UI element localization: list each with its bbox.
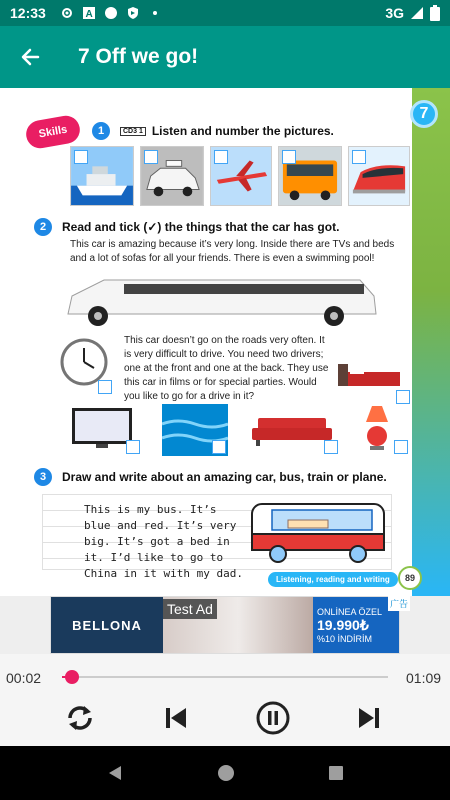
page-number: 89 (398, 566, 422, 590)
exercise-3-number: 3 (34, 468, 52, 486)
previous-button[interactable] (156, 698, 196, 738)
duration-time: 01:09 (406, 670, 442, 686)
skills-badge: Skills (24, 114, 82, 151)
pause-button[interactable] (253, 698, 293, 738)
picture-3-checkbox[interactable] (214, 150, 228, 164)
signal-icon (410, 6, 424, 20)
ad-promo-price: 19.990₺ (317, 616, 369, 633)
skills-footer-label: Listening, reading and writing (268, 572, 398, 587)
seek-bar[interactable] (62, 676, 388, 678)
tv-picture (70, 406, 134, 450)
circle-icon (104, 6, 118, 20)
repeat-button[interactable] (60, 698, 100, 738)
dot-icon (148, 6, 162, 20)
exercise-2-text-1: This car is amazing because it’s very long. Inside there are TVs and beds and a lot of sofas for all your friends. There is even a swimming pool! (70, 239, 395, 264)
skip-next-icon (355, 704, 383, 732)
sofa-picture (250, 414, 334, 448)
nav-home-icon[interactable] (217, 764, 235, 782)
ad-promo-line: ONLİNEA ÖZEL (317, 606, 383, 617)
svg-text:A: A (85, 9, 93, 20)
clock-picture (60, 338, 108, 386)
exercise-2-text-2: This car doesn’t go on the roads very often. It is very difficult to drive. You need two drivers; one at the front and one at the back. They use this car in films or for special parties. Would you like to go for a drive in it? (124, 335, 329, 402)
handwritten-text: This is my bus. It’s blue and red. It’s very big. It’s got a bed in it. I’d like to go to China in it with my dad. (84, 503, 243, 580)
ad-promo (313, 597, 399, 653)
bed-picture (336, 358, 402, 392)
exercise-3-heading (34, 468, 387, 486)
status-bar (0, 0, 450, 26)
picture-1-checkbox[interactable] (74, 150, 88, 164)
network-type: 3G (385, 5, 404, 21)
cd-track-label: CD3 1 (120, 127, 146, 136)
exercise-1-heading (92, 122, 334, 140)
clock-checkbox[interactable] (98, 380, 112, 394)
ad-promo-discount: %10 İNDİRİM (317, 633, 373, 644)
font-icon (82, 6, 96, 20)
page-title: 7 Off we go! (78, 45, 199, 68)
book-page[interactable] (0, 88, 450, 596)
limousine-picture (64, 272, 380, 330)
bed-checkbox[interactable] (396, 390, 410, 404)
sofa-checkbox[interactable] (324, 440, 338, 454)
ad-image (163, 597, 313, 653)
arrow-left-icon (20, 47, 40, 67)
bus-drawing (248, 500, 388, 566)
unit-badge: 7 (410, 100, 438, 128)
exercise-2-number: 2 (34, 218, 52, 236)
skip-previous-icon (162, 704, 190, 732)
tv-checkbox[interactable] (126, 440, 140, 454)
seek-thumb[interactable] (65, 670, 79, 684)
repeat-icon (62, 700, 98, 736)
ad-banner[interactable] (50, 596, 400, 654)
nav-back-icon[interactable] (106, 764, 124, 782)
ad-brand: BELLONA (51, 597, 163, 653)
lamp-picture (360, 404, 394, 452)
ad-area (0, 596, 450, 654)
ad-test-label: Test Ad (163, 599, 217, 619)
exercise-2-heading (34, 218, 339, 236)
elapsed-time: 00:02 (6, 670, 42, 686)
picture-5-checkbox[interactable] (352, 150, 366, 164)
nav-recents-icon[interactable] (328, 765, 344, 781)
back-button[interactable] (0, 26, 60, 88)
audio-player (0, 654, 450, 746)
shield-icon (126, 6, 140, 20)
picture-4-checkbox[interactable] (282, 150, 296, 164)
pool-checkbox[interactable] (212, 440, 226, 454)
settings-icon (60, 6, 74, 20)
exercise-3-instruction: Draw and write about an amazing car, bus, train or plane. (62, 470, 387, 484)
system-nav-bar (0, 746, 450, 800)
page-sidebar (412, 88, 450, 596)
lamp-checkbox[interactable] (394, 440, 408, 454)
next-button[interactable] (349, 698, 389, 738)
battery-icon (430, 5, 440, 21)
picture-2-checkbox[interactable] (144, 150, 158, 164)
ad-tag[interactable]: 广告 (388, 596, 410, 611)
app-bar (0, 26, 450, 88)
exercise-1-instruction: Listen and number the pictures. (151, 124, 334, 138)
exercise-1-number: 1 (92, 122, 110, 140)
status-time: 12:33 (10, 5, 46, 21)
exercise-2-instruction: Read and tick (✓) the things that the car has got. (62, 220, 340, 234)
pause-icon (255, 700, 291, 736)
